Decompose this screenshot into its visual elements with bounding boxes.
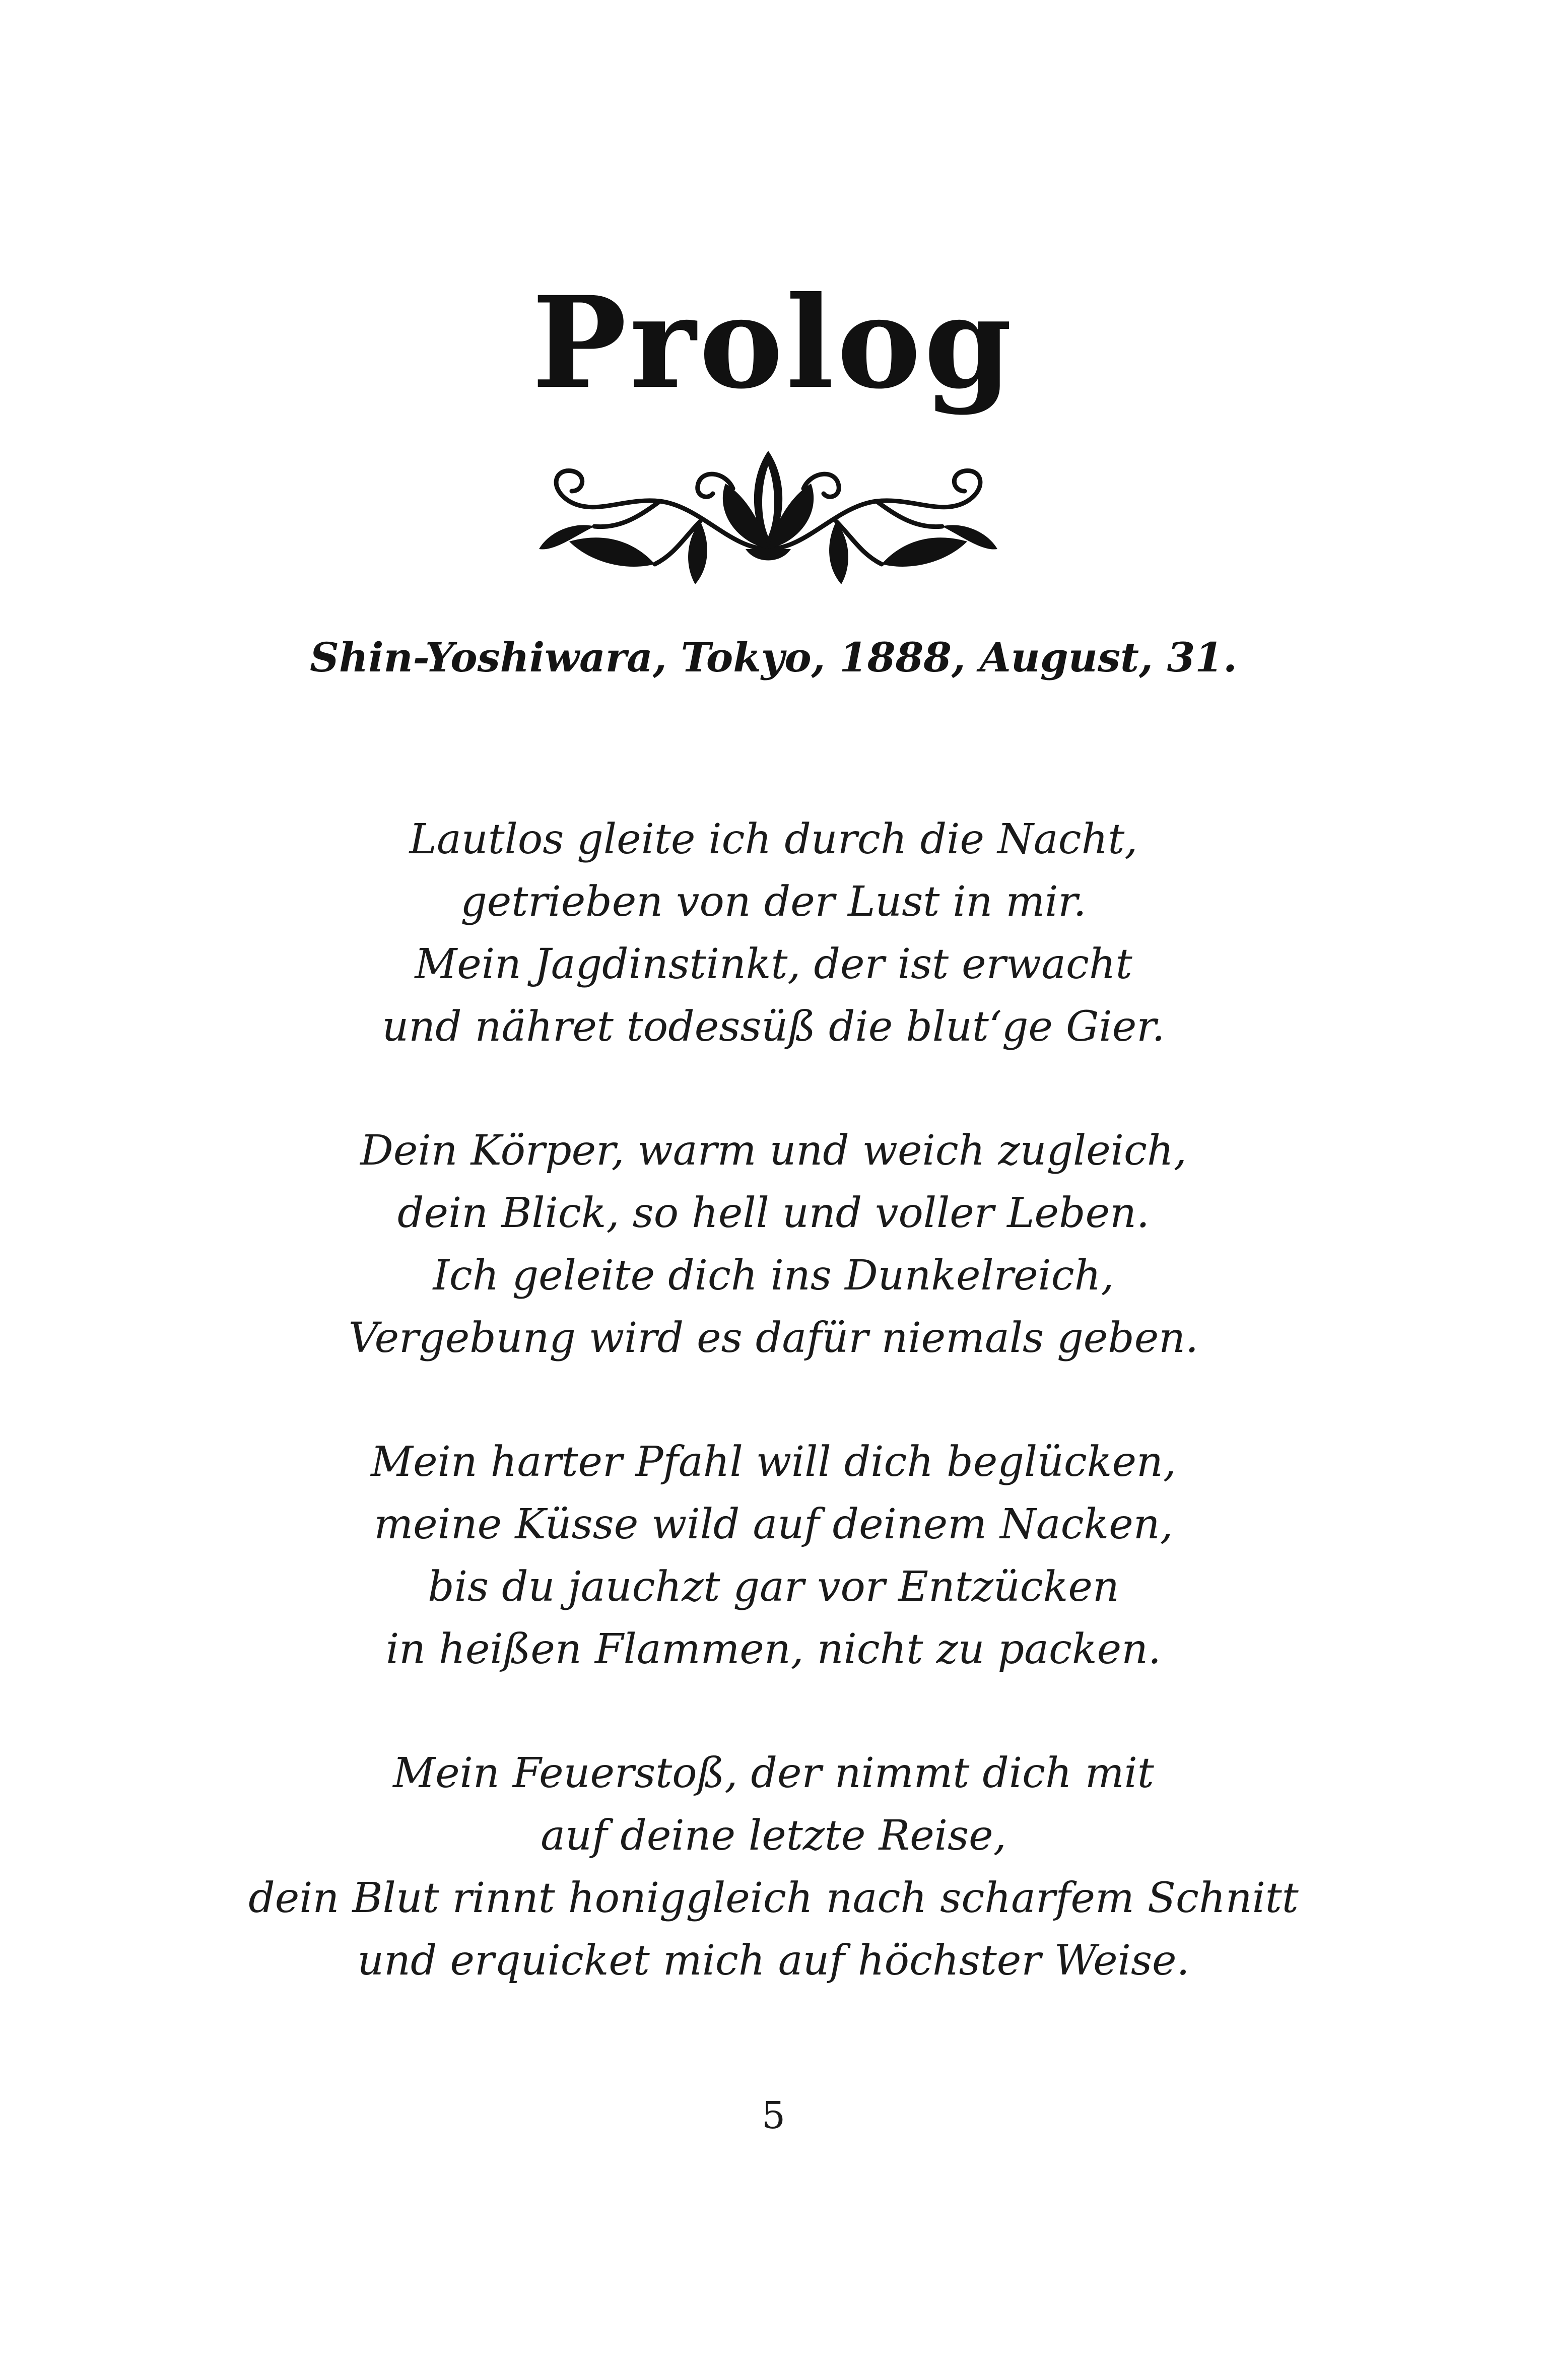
poem-line: dein Blut rinnt honiggleich nach scharfem Schnitt	[248, 1874, 1299, 1922]
floral-vine-ornament-icon	[534, 441, 1002, 587]
poem-line: Mein Jagdinstinkt, der ist erwacht	[415, 940, 1132, 988]
poem-line: und erquicket mich auf höchster Weise.	[357, 1937, 1190, 1985]
poem-line: Mein Feuerstoß, der nimmt dich mit	[393, 1749, 1154, 1797]
poem-line: getrieben von der Lust in mir.	[460, 878, 1087, 926]
poem-line: Mein harter Pfahl will dich beglücken,	[371, 1438, 1176, 1486]
page-number: 5	[761, 2094, 786, 2137]
poem-stanza	[0, 808, 1547, 1058]
poem-stanza	[0, 1120, 1547, 1370]
poem-line: und nähret todessüß die blut‘ge Gier.	[382, 1003, 1165, 1051]
poem-line: Lautlos gleite ich durch die Nacht,	[409, 815, 1138, 863]
poem-stanza	[0, 1742, 1547, 1992]
poem-stanza	[0, 1431, 1547, 1681]
poem-line: dein Blick, so hell und voller Leben.	[397, 1189, 1150, 1237]
poem-line: bis du jauchzt gar vor Entzücken	[428, 1563, 1119, 1611]
poem-line: auf deine letzte Reise,	[541, 1812, 1006, 1860]
poem-line: in heißen Flammen, nicht zu packen.	[385, 1625, 1162, 1673]
chapter-title: Prolog	[532, 268, 1015, 417]
poem-line: Ich geleite dich ins Dunkelreich,	[433, 1252, 1114, 1300]
poem-line: Vergebung wird es dafür niemals geben.	[348, 1314, 1199, 1362]
poem-line: Dein Körper, warm und weich zugleich,	[360, 1127, 1187, 1175]
poem	[0, 808, 1547, 2054]
place-date-heading: Shin-Yoshiwara, Tokyo, 1888, August, 31.	[310, 634, 1237, 681]
poem-line: meine Küsse wild auf deinem Nacken,	[374, 1501, 1173, 1548]
